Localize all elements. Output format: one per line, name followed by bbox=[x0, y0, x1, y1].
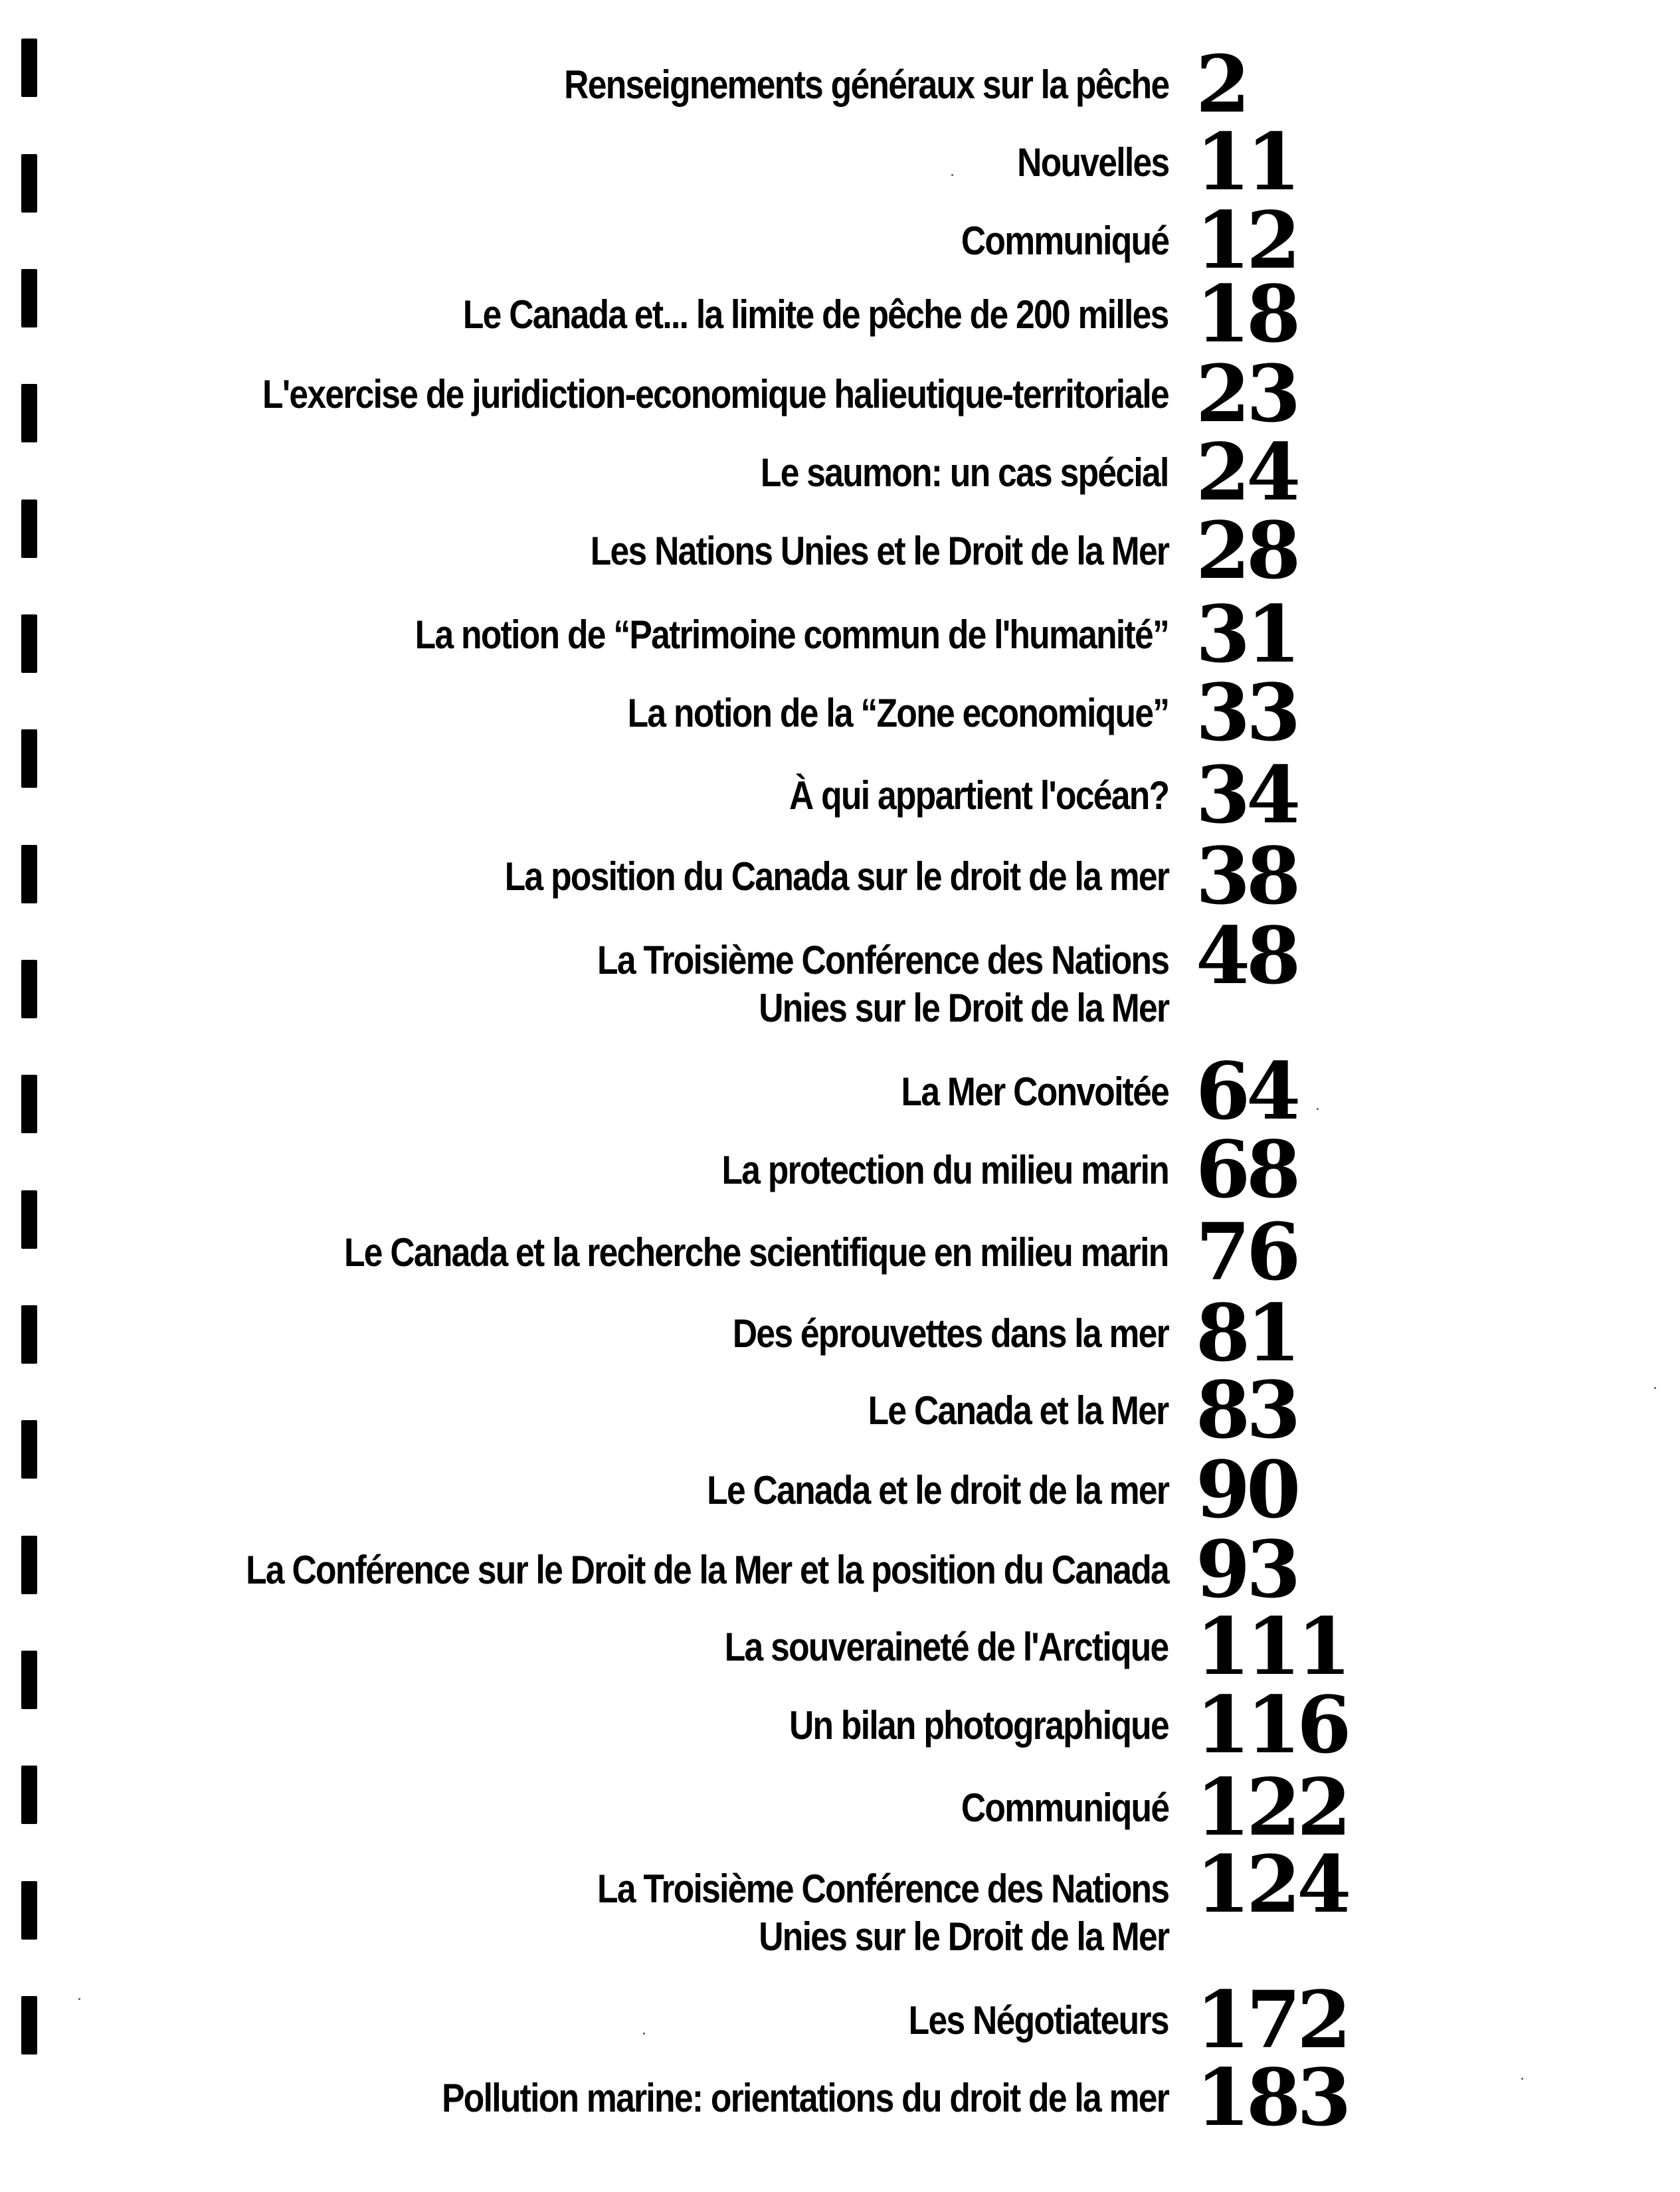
scan-speck bbox=[78, 1998, 80, 2000]
toc-entry-page-number: 124 bbox=[1196, 1838, 1348, 1930]
toc-entry-title: L'exercise de juridiction-economique halieutique-territoriale bbox=[262, 372, 1168, 416]
toc-entry-page-number: 93 bbox=[1196, 1523, 1297, 1615]
toc-entry-title: Renseignements généraux sur la pêche bbox=[563, 62, 1168, 107]
toc-entry-title: À qui appartient l'océan? bbox=[789, 773, 1168, 818]
toc-entry-page-number: 38 bbox=[1196, 830, 1297, 922]
toc-entry-title: La Troisième Conférence des Nations Unies sur le Droit de la Mer bbox=[597, 938, 1168, 1030]
toc-entry-page-number: 76 bbox=[1196, 1206, 1297, 1298]
scan-speck bbox=[951, 174, 953, 176]
toc-entry-title: Le saumon: un cas spécial bbox=[761, 450, 1168, 495]
toc-entry-page-number: 31 bbox=[1196, 588, 1297, 680]
toc-entry-page-number: 28 bbox=[1196, 504, 1297, 596]
toc-entry-title: Les Négotiateurs bbox=[908, 1998, 1168, 2043]
toc-entry-page-number: 33 bbox=[1196, 666, 1297, 759]
toc-entry-page-number: 34 bbox=[1196, 749, 1297, 841]
scan-speck bbox=[643, 2033, 645, 2035]
toc-entry-page-number: 122 bbox=[1196, 1761, 1348, 1853]
toc-entry-title: La notion de “Patrimoine commun de l'humanité” bbox=[415, 612, 1168, 657]
toc-entry-title: La souveraineté de l'Arctique bbox=[725, 1625, 1168, 1669]
toc-entry-page-number: 83 bbox=[1196, 1364, 1297, 1456]
toc-entry-title: La position du Canada sur le droit de la mer bbox=[504, 854, 1168, 899]
toc-entry-page-number: 23 bbox=[1196, 347, 1297, 440]
toc-entry-page-number: 172 bbox=[1196, 1973, 1348, 2066]
toc-entry-page-number: 2 bbox=[1196, 38, 1247, 130]
toc-entry-page-number: 18 bbox=[1196, 268, 1297, 360]
toc-entry-page-number: 81 bbox=[1196, 1287, 1297, 1379]
toc-entry-title: La Mer Convoitée bbox=[901, 1069, 1168, 1114]
toc-entry-page-number: 183 bbox=[1196, 2051, 1348, 2144]
scan-speck bbox=[1654, 1387, 1656, 1389]
toc-entry-title: Le Canada et... la limite de pêche de 200 milles bbox=[463, 292, 1168, 337]
toc-entry-title: La Conférence sur le Droit de la Mer et la position du Canada bbox=[246, 1548, 1168, 1592]
toc-entry-page-number: 111 bbox=[1196, 1600, 1348, 1692]
toc-entry-page-number: 12 bbox=[1196, 194, 1297, 286]
toc-entry-title: Nouvelles bbox=[1016, 140, 1168, 185]
toc-entry-title: La protection du milieu marin bbox=[721, 1148, 1168, 1192]
toc-entry-page-number: 48 bbox=[1196, 909, 1297, 1002]
scan-speck bbox=[1317, 1108, 1319, 1110]
toc-entry-page-number: 24 bbox=[1196, 426, 1297, 518]
toc-entry-title: Le Canada et la Mer bbox=[868, 1388, 1168, 1433]
toc-entry-title: Le Canada et le droit de la mer bbox=[706, 1468, 1168, 1512]
toc-entry-title: Des éprouvettes dans la mer bbox=[732, 1311, 1168, 1356]
toc-entry-title: Communiqué bbox=[961, 1785, 1168, 1830]
scan-speck bbox=[1521, 2078, 1523, 2080]
toc-entry-title: Communiqué bbox=[961, 219, 1168, 263]
toc-entry-page-number: 116 bbox=[1196, 1679, 1348, 1771]
toc-entry-title: Pollution marine: orientations du droit de la mer bbox=[441, 2076, 1168, 2120]
toc-entry-title: La Troisième Conférence des Nations Unies sur le Droit de la Mer bbox=[597, 1867, 1168, 1959]
toc-entry-page-number: 11 bbox=[1196, 116, 1297, 208]
toc-entry-title: Le Canada et la recherche scientifique en milieu marin bbox=[344, 1230, 1168, 1275]
toc-entry-page-number: 90 bbox=[1196, 1443, 1297, 1536]
toc-entry-page-number: 68 bbox=[1196, 1123, 1297, 1216]
toc-entry-page-number: 64 bbox=[1196, 1045, 1297, 1137]
toc-entry-title: La notion de la “Zone economique” bbox=[627, 691, 1168, 735]
toc-entry-title: Les Nations Unies et le Droit de la Mer bbox=[590, 529, 1168, 573]
toc-entry-title: Un bilan photographique bbox=[789, 1703, 1168, 1748]
